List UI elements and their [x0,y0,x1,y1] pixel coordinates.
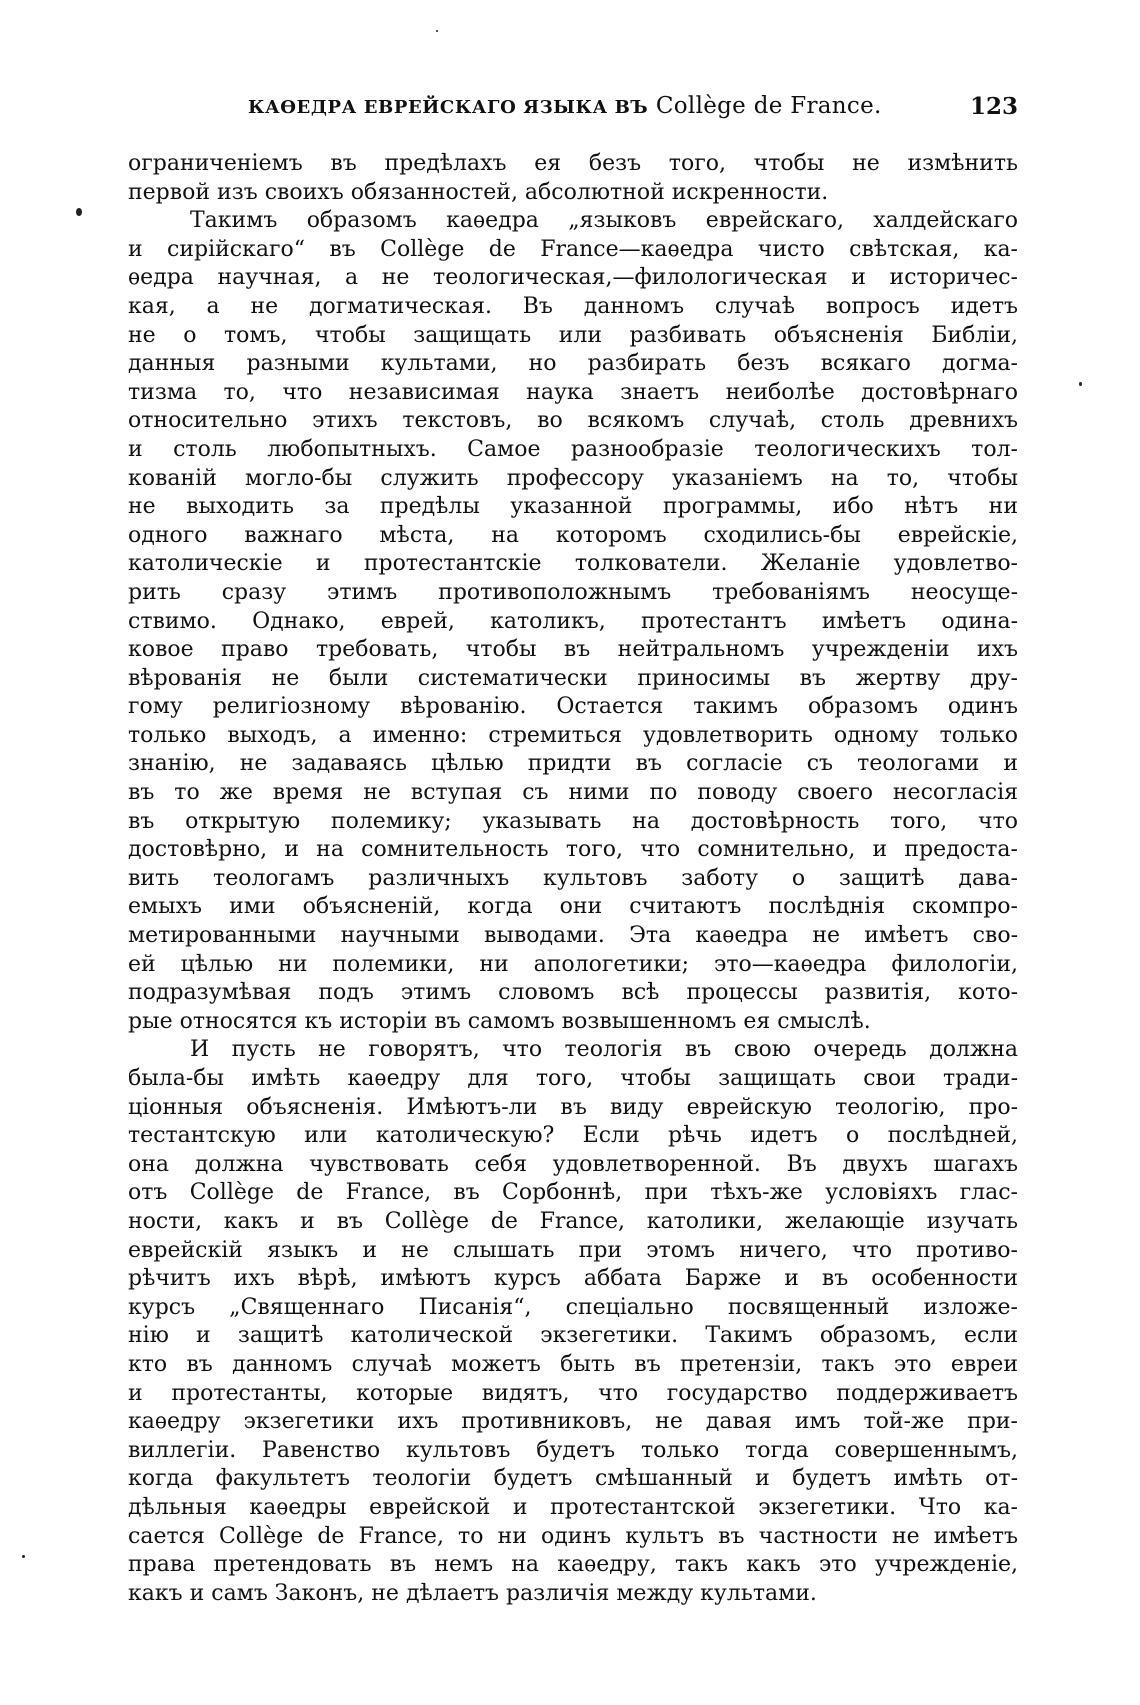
text-line: не о томъ, чтобы защищать или разбивать объясненія Библіи, [128,322,1018,348]
text-line: права претендовать въ немъ на каѳедру, такъ какъ это учрежденіе, [128,1552,1018,1578]
text-line: ограниченіемъ въ предѣлахъ ея безъ того, чтобы не измѣнить [128,151,1018,176]
text-line: метированными научными выводами. Эта каѳедра не имѣетъ сво- [128,923,1018,949]
text-line: относительно этихъ текстовъ, во всякомъ случаѣ, столь древнихъ [128,408,1018,434]
text-line: въ то же время не вступая съ ними по поводу своего несогласія [128,780,1018,806]
text-line: дѣльныя каѳедры еврейской и протестантской экзегетики. Что ка- [128,1494,1018,1520]
text-line: она должна чувствовать себя удовлетворенной. Въ двухъ шагахъ [128,1151,1018,1177]
text-line: не выходить за предѣлы указанной программы, ибо нѣтъ ни [128,494,1018,520]
text-line: католическіе и протестантскіе толкователи. Желаніе удовлетво- [128,551,1018,577]
text-line: рѣчитъ ихъ вѣрѣ, имѣютъ курсъ аббата Барже и въ особенности [128,1266,1018,1292]
text-line: емыхъ ими объясненій, когда они считаютъ послѣднія скомпро- [128,894,1018,920]
text-line: была-бы имѣть каѳедру для того, чтобы защищать свои тради- [128,1066,1018,1091]
text-line: кованій могло-бы служить профессору указаніемъ на то, чтобы [128,465,1018,491]
text-line: рить сразу этимъ противоположнымъ требованіямъ неосуще- [128,579,1018,605]
text-line: только выходъ, а именно: стремиться удовлетворить одному только [128,722,1018,748]
text-line: тестантскую или католическую? Если рѣчь идетъ о послѣдней, [128,1123,1018,1149]
text-line: первой изъ своихъ обязанностей, абсолютной искренности. [128,179,829,205]
text-line: ствимо. Однако, еврей, католикъ, протестантъ имѣетъ одина- [128,608,1018,634]
text-line: И пусть не говорятъ, что теологія въ свою очередь должна [190,1037,1018,1063]
scan-speck [1079,382,1082,386]
scan-speck [76,208,82,216]
text-line: виллегіи. Равенство культовъ будетъ только тогда совершеннымъ, [128,1437,1018,1463]
text-line: ей цѣлью ни полемики, ни апологетики; это—каѳедра филологіи, [128,951,1018,977]
text-line: и протестанты, которые видятъ, что государство поддерживаетъ [128,1380,1018,1406]
page-number: 123 [969,93,1018,120]
text-line: гому религіозному вѣрованію. Остается такимъ образомъ одинъ [128,694,1018,720]
text-line: ціонныя объясненія. Имѣютъ-ли въ виду еврейскую теологію, про- [128,1094,1018,1120]
body-text [128,150,1018,1608]
text-line: отъ Collège de France, въ Сорбоннѣ, при тѣхъ-же условіяхъ глас- [128,1180,1018,1206]
text-line: какъ и самъ Законъ, не дѣлаетъ различія между культами. [128,1580,817,1606]
text-line: рые относятся къ исторіи въ самомъ возвышенномъ ея смыслѣ. [128,1008,871,1034]
scan-speck [436,30,438,32]
text-line: кто въ данномъ случаѣ можетъ быть въ претензіи, такъ это евреи [128,1351,1018,1377]
text-line: въ открытую полемику; указывать на достовѣрность того, что [128,808,1018,834]
text-line: ѳедра научная, а не теологическая,—филологическая и историчес- [128,265,1018,291]
running-head [128,93,1018,123]
text-line: знанію, не задаваясь цѣлью придти въ согласіе съ теологами и [128,751,1018,777]
text-line: вѣрованія не были систематически приносимы въ жертву дру- [128,665,1018,691]
text-line: еврейскій языкъ и не слышать при этомъ ничего, что противо- [128,1237,1018,1263]
text-line: одного важнаго мѣста, на которомъ сходились-бы еврейскіе, [128,522,1018,548]
running-title [248,93,882,119]
text-line: вить теологамъ различныхъ культовъ заботу о защитѣ дава- [128,865,1018,891]
text-line: достовѣрно, и на сомнительность того, что сомнительно, и предоста- [128,837,1018,863]
running-title-caps: КАѲЕДРА ЕВРЕЙСКАГО ЯЗЫКА ВЪ [248,97,649,118]
text-line: ности, какъ и въ Collège de France, католики, желающіе изучать [128,1208,1018,1234]
text-line: подразумѣвая подъ этимъ словомъ всѣ процессы развитія, кото- [128,980,1018,1006]
text-line: каѳедру экзегетики ихъ противниковъ, не давая имъ той-же при- [128,1409,1018,1435]
text-line: нію и защитѣ католической экзегетики. Такимъ образомъ, если [128,1323,1018,1349]
text-line: сается Collège de France, то ни одинъ культъ въ частности не имѣетъ [128,1523,1018,1549]
scan-speck [22,1555,25,1558]
text-line: Такимъ образомъ каѳедра „языковъ еврейскаго, халдейскаго [190,208,1018,234]
text-line: и столь любопытныхъ. Самое разнообразіе теологическихъ тол- [128,436,1018,462]
running-title-rest: Collège de France. [655,93,882,119]
text-line: когда факультетъ теологіи будетъ смѣшанный и будетъ имѣть от- [128,1466,1018,1492]
text-line: курсъ „Священнаго Писанія“, спеціально посвященный изложе- [128,1294,1018,1320]
text-line: ковое право требовать, чтобы въ нейтральномъ учрежденіи ихъ [128,637,1018,663]
text-line: кая, а не догматическая. Въ данномъ случаѣ вопросъ идетъ [128,293,1018,319]
text-line: тизма то, что независимая наука знаетъ неиболѣе достовѣрнаго [128,379,1018,405]
text-line: и сирійскаго“ въ Collège de France—каѳедра чисто свѣтская, ка- [128,236,1018,262]
text-line: данныя разными культами, но разбирать безъ всякаго догма- [128,351,1018,377]
